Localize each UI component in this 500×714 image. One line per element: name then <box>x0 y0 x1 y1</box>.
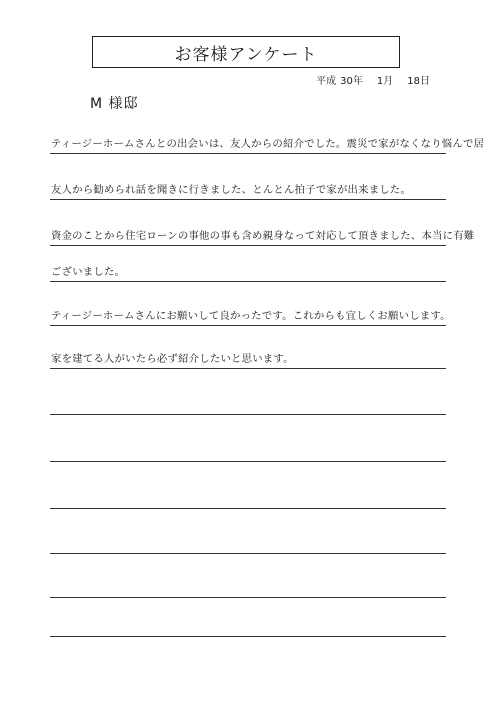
answer-text: ティージーホームさんにお願いして良かったです。これからも宜しくお願いします。 <box>51 310 451 322</box>
answer-text: ございました。 <box>51 266 126 278</box>
answer-line <box>50 262 446 282</box>
answer-line <box>50 349 446 369</box>
page-title: お客様アンケート <box>174 44 318 65</box>
answer-line <box>50 578 446 598</box>
date-year: 30年 <box>340 76 363 87</box>
answer-lines <box>50 0 485 714</box>
answer-line <box>50 617 446 637</box>
date-era: 平成 <box>316 76 337 87</box>
customer-name: M 様邸 <box>90 96 139 112</box>
answer-line <box>50 534 446 554</box>
answer-line <box>50 226 475 246</box>
answer-text: 資金のことから住宅ローンの事他の事も含め親身なって対応して頂きました、本当に有難 <box>51 230 475 242</box>
answer-line <box>50 180 446 200</box>
answer-line <box>50 442 446 462</box>
answer-text: 友人から勧められ話を聞きに行きました、とんとん拍子で家が出来ました。 <box>51 184 412 196</box>
answer-line <box>50 134 485 154</box>
answer-line <box>50 489 446 509</box>
answer-text: ティージーホームさんとの出会いは、友人からの紹介でした。震災で家がなくなり悩んで居 <box>51 138 485 150</box>
answer-line <box>50 306 451 326</box>
date-month: 1月 <box>376 76 394 87</box>
answer-line <box>50 395 446 415</box>
answer-text: 家を建てる人がいたら必ず紹介したいと思います。 <box>51 353 294 365</box>
date-day: 18日 <box>407 76 430 87</box>
